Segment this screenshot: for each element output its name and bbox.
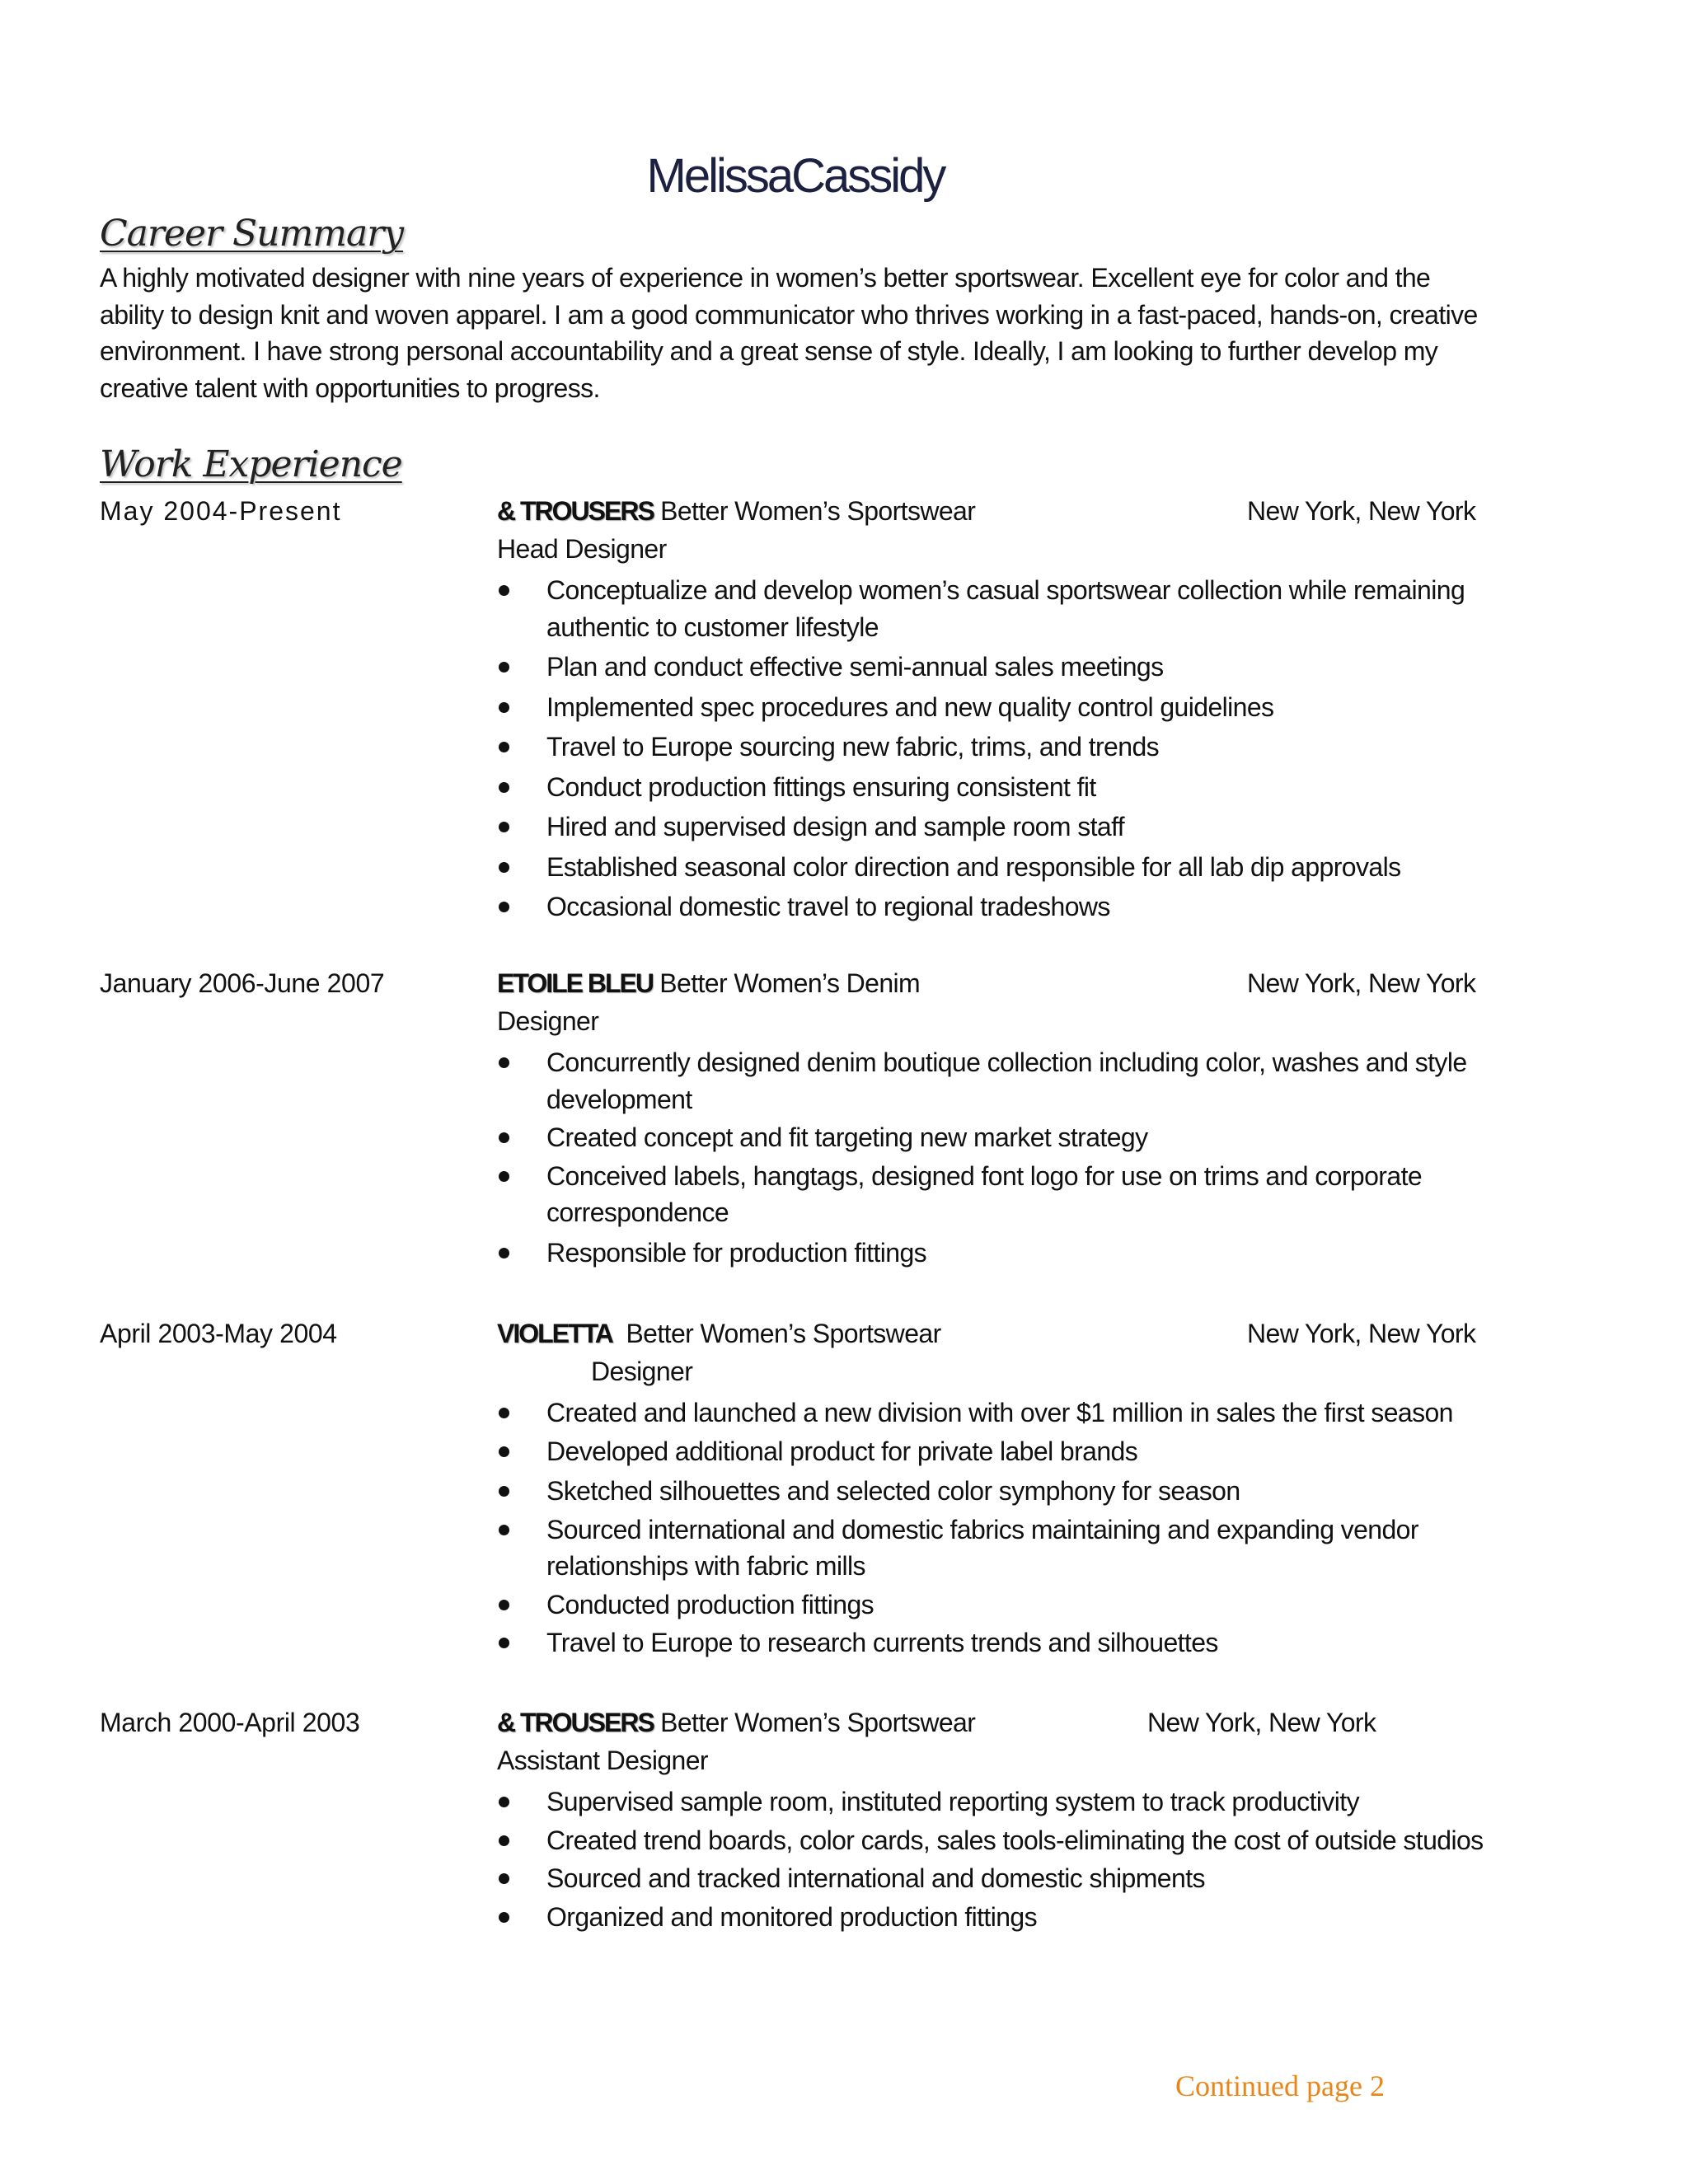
- bullet-icon: [499, 902, 509, 912]
- resume-name: MelissaCassidy: [646, 149, 945, 203]
- list-item: Developed additional product for private label brands: [497, 1433, 1486, 1470]
- list-item: Occasional domestic travel to regional tradeshows: [497, 888, 1486, 926]
- bullet-icon: [499, 782, 509, 793]
- work-experience-heading: Work Experience: [100, 443, 402, 485]
- bullet-icon: [499, 1912, 509, 1923]
- bullet-icon: [499, 1873, 509, 1884]
- company-name: & TROUSERS: [497, 1708, 654, 1737]
- bullet-icon: [499, 1248, 509, 1258]
- job-company: [497, 1708, 975, 1738]
- bullet-icon: [499, 585, 509, 596]
- bullet-icon: [499, 1638, 509, 1648]
- bullet-icon: [499, 822, 509, 832]
- job-bullets: [497, 572, 1486, 926]
- bullet-icon: [499, 1408, 509, 1418]
- job-company: [497, 496, 975, 527]
- job-location: New York, New York: [1247, 496, 1476, 526]
- company-name: & TROUSERS: [497, 496, 654, 526]
- company-name: ETOILE BLEU: [497, 968, 653, 998]
- job-role: Designer: [497, 1006, 599, 1036]
- company-category: Better Women’s Denim: [659, 968, 921, 998]
- list-item: Concurrently designed denim boutique collection including color, washes and style development: [497, 1044, 1486, 1118]
- company-category: Better Women’s Sportswear: [626, 1319, 941, 1348]
- job-role: Head Designer: [497, 534, 667, 564]
- list-item: Sourced and tracked international and domestic shipments: [497, 1860, 1486, 1897]
- job-role: Designer: [591, 1357, 693, 1386]
- job-dates: March 2000-April 2003: [100, 1708, 360, 1737]
- bullet-icon: [499, 1057, 509, 1068]
- list-item: Created concept and fit targeting new market strategy: [497, 1119, 1486, 1156]
- company-category: Better Women’s Sportswear: [660, 496, 976, 526]
- job-role: Assistant Designer: [497, 1746, 708, 1775]
- job-location: New York, New York: [1247, 1319, 1476, 1348]
- job-dates: April 2003-May 2004: [100, 1319, 337, 1348]
- job-company: [497, 1319, 941, 1349]
- list-item: Established seasonal color direction and responsible for all lab dip approvals: [497, 849, 1486, 886]
- list-item: Travel to Europe sourcing new fabric, trims, and trends: [497, 729, 1486, 766]
- career-summary-heading: Career Summary: [100, 213, 404, 255]
- list-item: Hired and supervised design and sample room staff: [497, 808, 1486, 846]
- job-bullets: [497, 1044, 1486, 1271]
- list-item: Plan and conduct effective semi-annual sales meetings: [497, 649, 1486, 686]
- bullet-icon: [499, 1446, 509, 1457]
- job-bullets: [497, 1394, 1486, 1661]
- list-item: Conducted production fittings: [497, 1586, 1486, 1624]
- bullet-icon: [499, 1171, 509, 1182]
- list-item: Travel to Europe to research currents trends and silhouettes: [497, 1624, 1486, 1661]
- career-summary-text: A highly motivated designer with nine years of experience in women’s better sportswear. Excellent eye for color and the ability to design knit and woven apparel. I am a good communicator who thrives working in a fast-paced, hands-on, creative environment. I have strong personal accountability and a great sense of style. Ideally, I am looking to further develop my creative talent with opportunities to progress.: [100, 263, 1478, 403]
- bullet-icon: [499, 1797, 509, 1807]
- list-item: Conduct production fittings ensuring consistent fit: [497, 769, 1486, 806]
- list-item: Conceptualize and develop women’s casual sportswear collection while remaining authentic to customer lifestyle: [497, 572, 1486, 645]
- list-item: Supervised sample room, instituted reporting system to track productivity: [497, 1783, 1486, 1821]
- bullet-icon: [499, 1486, 509, 1497]
- bullet-icon: [499, 1835, 509, 1846]
- continued-note: Continued page 2: [1175, 2069, 1385, 2102]
- job-company: [497, 968, 920, 999]
- list-item: Sourced international and domestic fabrics maintaining and expanding vendor relationships with fabric mills: [497, 1511, 1486, 1585]
- list-item: Implemented spec procedures and new quality control guidelines: [497, 689, 1486, 726]
- bullet-icon: [499, 1525, 509, 1535]
- bullet-icon: [499, 742, 509, 752]
- company-category: Better Women’s Sportswear: [660, 1708, 976, 1737]
- job-location: New York, New York: [1147, 1708, 1376, 1737]
- bullet-icon: [499, 1600, 509, 1610]
- list-item: Organized and monitored production fittings: [497, 1899, 1486, 1936]
- list-item: Sketched silhouettes and selected color symphony for season: [497, 1473, 1486, 1510]
- company-name: VIOLETTA: [497, 1319, 612, 1348]
- job-dates: May 2004-Present: [100, 496, 342, 526]
- list-item: Responsible for production fittings: [497, 1235, 1486, 1272]
- list-item: Created trend boards, color cards, sales tools-eliminating the cost of outside studios: [497, 1822, 1486, 1859]
- job-bullets: [497, 1783, 1486, 1935]
- list-item: Created and launched a new division with over $1 million in sales the first season: [497, 1394, 1486, 1432]
- list-item: Conceived labels, hangtags, designed font logo for use on trims and corporate correspondence: [497, 1158, 1486, 1231]
- job-location: New York, New York: [1247, 968, 1476, 998]
- bullet-icon: [499, 662, 509, 673]
- job-dates: January 2006-June 2007: [100, 968, 385, 998]
- bullet-icon: [499, 862, 509, 873]
- bullet-icon: [499, 1132, 509, 1143]
- bullet-icon: [499, 702, 509, 713]
